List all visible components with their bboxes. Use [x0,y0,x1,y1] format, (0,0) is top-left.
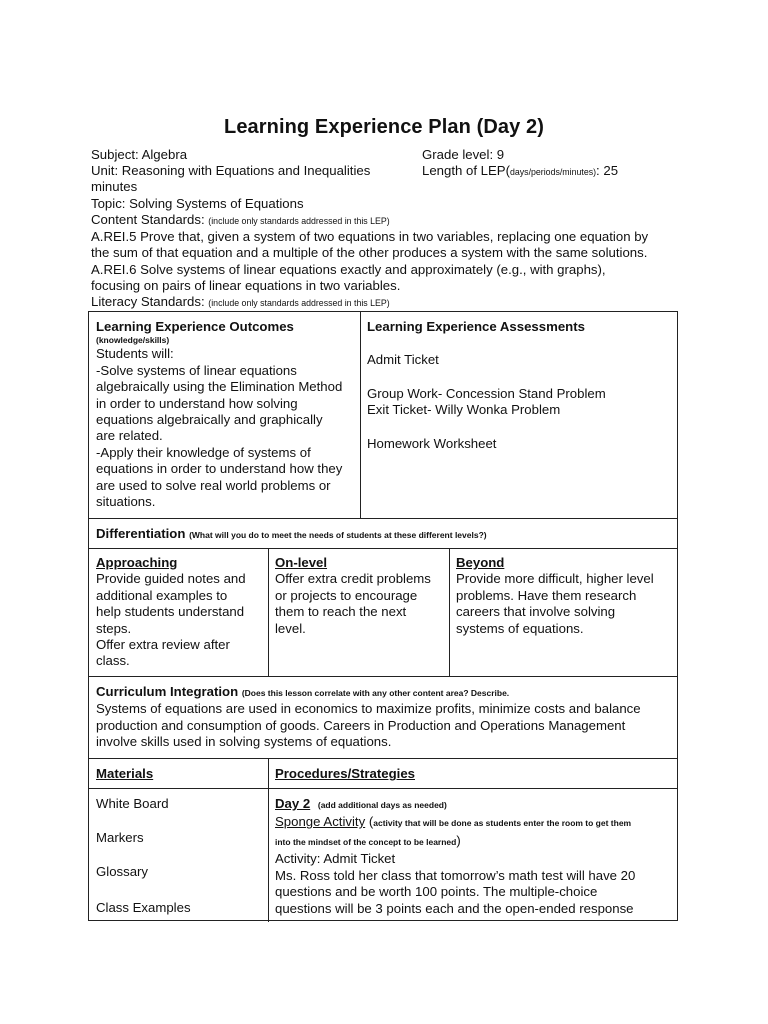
curriculum-integration-cell [96,684,674,751]
beyond-line: Provide more difficult, higher level [456,571,654,587]
differentiation-note: (What will you do to meet the needs of students at these different levels?) [189,530,487,540]
sponge-note-line2: into the mindset of the concept to be learned [275,837,457,848]
assessment-exit-ticket: Exit Ticket- Willy Wonka Problem [367,402,561,418]
approaching-line: class. [96,653,130,669]
row-divider [89,518,677,519]
row-divider [89,676,677,677]
outcome-line: are used to solve real world problems or [96,477,331,493]
assessment-admit-ticket: Admit Ticket [367,352,439,368]
on-level-line: them to reach the next [275,604,407,620]
assessments-cell [367,319,667,452]
length-value: : 25 [596,163,619,178]
approaching-heading: Approaching [96,555,178,570]
differentiation-row [96,526,671,543]
outcomes-heading: Learning Experience Outcomes [96,319,294,334]
unit-line: Unit: Reasoning with Equations and Inequalities [91,163,371,178]
beyond-line: problems. Have them research [456,587,637,603]
curriculum-note: (Does this lesson correlate with any other content area? Describe. [241,688,510,698]
beyond-heading: Beyond [456,555,505,570]
procedure-line: Ms. Ross told her class that tomorrow’s math test will have 20 [275,867,636,883]
literacy-standards-label [91,294,390,311]
materials-heading: Materials [96,766,154,781]
outcome-line: equations in order to understand how they [96,461,343,477]
unit-line-continued: minutes [91,179,138,194]
content-standards-label [91,212,390,229]
standard-arei6-line1: A.REI.6 Solve systems of linear equations exactly and approximately (e.g., with graphs), [91,262,606,277]
on-level-heading: On-level [275,555,328,570]
subject-line: Subject: Algebra [91,147,188,162]
length-units-note: days/periods/minutes) [509,167,597,177]
grade-level: Grade level: 9 [422,147,505,162]
sponge-close-paren: ) [456,833,461,849]
row-divider [89,758,677,759]
standard-arei5-line1: A.REI.5 Prove that, given a system of two equations in two variables, replacing one equation by [91,229,649,244]
procedure-line: questions and be worth 100 points. The multiple-choice [275,884,598,900]
literacy-standards-note: (include only standards addressed in this LEP) [208,298,390,308]
outcomes-subheading: (knowledge/skills) [96,335,170,346]
curriculum-line: Systems of equations are used in economics to maximize profits, minimize costs and balance [96,701,641,717]
outcome-line: algebraically using the Elimination Method [96,379,343,395]
assessments-heading: Learning Experience Assessments [367,319,585,334]
on-level-line: level. [275,620,306,636]
curriculum-line: production and consumption of goods. Careers in Production and Operations Management [96,717,626,733]
outcome-line: are related. [96,428,163,444]
curriculum-heading: Curriculum Integration [96,684,239,699]
approaching-line: help students understand [96,604,245,620]
outcomes-cell [96,319,358,510]
column-divider [268,758,269,922]
approaching-line: Provide guided notes and [96,571,246,587]
sponge-note-line1: activity that will be done as students enter the room to get them [373,818,632,829]
material-item: Class Examples [96,900,191,915]
curriculum-line: involve skills used in solving systems of equations. [96,734,392,750]
row-divider [89,788,677,789]
standard-arei5-line2: the sum of that equation and a multiple of the other produces a system with the same solutions. [91,245,648,260]
procedures-heading: Procedures/Strategies [275,766,415,781]
beyond-line: systems of equations. [456,620,584,636]
row-divider [89,548,677,549]
day-label: Day 2 [275,796,311,811]
column-divider [360,312,361,518]
differentiation-heading: Differentiation [96,526,186,541]
on-level-line: or projects to encourage [275,587,418,603]
approaching-line: additional examples to [96,587,228,603]
standard-arei6-line2: focusing on pairs of linear equations in two variables. [91,278,401,293]
material-item: Glossary [96,864,149,879]
beyond-cell [456,555,674,637]
outcome-line: situations. [96,494,156,510]
on-level-cell [275,555,447,637]
sponge-activity-label: Sponge Activity [275,814,366,830]
assessment-homework: Homework Worksheet [367,435,497,451]
lesson-plan-table [88,311,678,921]
material-item: Markers [96,830,144,845]
content-standards-text: Content Standards: [91,212,209,227]
page-title: Learning Experience Plan (Day 2) [224,116,544,138]
length-prefix: Length of LEP( [422,163,510,178]
approaching-cell [96,555,266,670]
outcome-line: -Apply their knowledge of systems of [96,444,311,460]
activity-line: Activity: Admit Ticket [275,851,396,867]
approaching-line: steps. [96,620,132,636]
assessment-group-work: Group Work- Concession Stand Problem [367,385,606,401]
beyond-line: careers that involve solving [456,604,616,620]
topic-line: Topic: Solving Systems of Equations [91,196,304,211]
literacy-standards-text: Literacy Standards: [91,294,209,309]
outcome-line: Students will: [96,346,174,362]
on-level-line: Offer extra credit problems [275,571,431,587]
outcome-line: equations algebraically and graphically [96,412,323,428]
outcome-line: -Solve systems of linear equations [96,362,297,378]
day-note: (add additional days as needed) [317,800,447,810]
content-standards-note: (include only standards addressed in this LEP) [208,216,390,226]
column-divider [449,548,450,676]
column-divider [268,548,269,676]
material-item: White Board [96,796,169,811]
sponge-open-paren: ( [365,814,374,830]
length-of-lep [422,163,618,180]
procedures-cell [275,796,675,917]
outcome-line: in order to understand how solving [96,395,298,411]
procedure-line: questions will be 3 points each and the open-ended response [275,900,634,916]
approaching-line: Offer extra review after [96,637,230,653]
